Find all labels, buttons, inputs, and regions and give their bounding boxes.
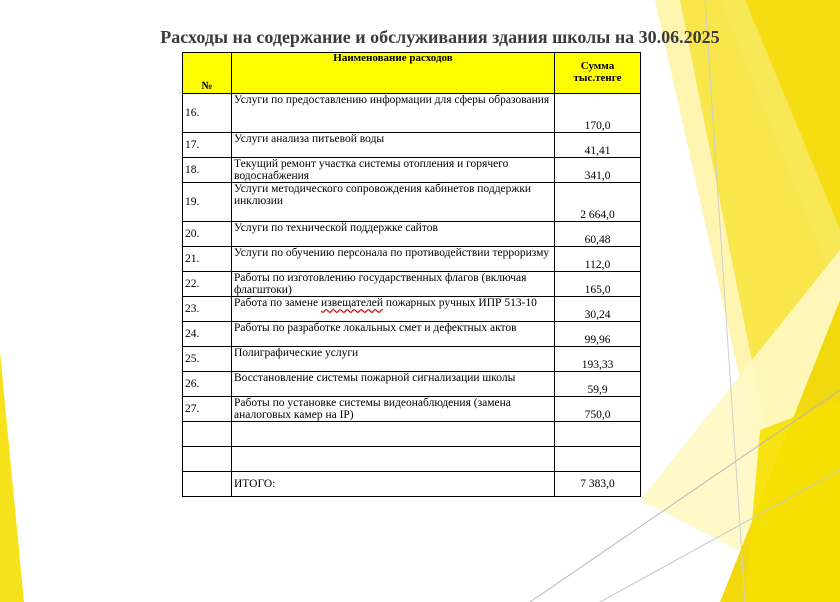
header-sum-line2: тыс.тенге [573,72,622,84]
expenses-table [182,52,641,497]
row-name: Услуги по технической поддержке сайтов [232,222,555,247]
row-sum: 341,0 [555,158,641,183]
table-header-row [183,53,641,94]
table-row [183,397,641,422]
row-name: Услуги анализа питьевой воды [232,133,555,158]
row-num: 20. [183,222,232,247]
row-sum: 30,24 [555,297,641,322]
row-num: 17. [183,133,232,158]
row-name: Полиграфические услуги [232,347,555,372]
table-row [183,297,641,322]
row-sum: 60,48 [555,222,641,247]
total-label: ИТОГО: [232,472,555,497]
row-sum: 2 664,0 [555,183,641,222]
row-num: 19. [183,183,232,222]
row-name: Услуги по обучению персонала по противодействии терроризму [232,247,555,272]
table-row [183,372,641,397]
table-row [183,222,641,247]
table-row [183,158,641,183]
total-row [183,472,641,497]
empty-cell [183,472,232,497]
row-num: 22. [183,272,232,297]
row-name: Услуги по предоставлению информации для сферы образования [232,94,555,133]
header-name: Наименование расходов [232,53,555,94]
header-sum-line1: Сумма [580,60,615,73]
table-row [183,94,641,133]
header-num: № [183,53,232,94]
row-num: 16. [183,94,232,133]
header-sum [555,53,641,94]
row-name: Текущий ремонт участка системы отопления и горячего водоснабжения [232,158,555,183]
total-sum: 7 383,0 [555,472,641,497]
row-name-part: пожарных ручных ИПР 513-10 [383,297,537,310]
row-name: Работы по разработке локальных смет и дефектных актов [232,322,555,347]
empty-cell [555,422,641,447]
row-num: 27. [183,397,232,422]
row-name: Услуги методического сопровождения кабинетов поддержки инклюзии [232,183,555,222]
row-num: 23. [183,297,232,322]
table-row [183,133,641,158]
empty-cell [232,422,555,447]
row-sum: 41,41 [555,133,641,158]
table-row [183,322,641,347]
empty-cell [555,447,641,472]
table-row [183,247,641,272]
row-sum: 59,9 [555,372,641,397]
row-num: 18. [183,158,232,183]
empty-cell [232,447,555,472]
row-name: Восстановление системы пожарной сигнализации школы [232,372,555,397]
left-yellow-stripe [0,352,24,602]
row-num: 25. [183,347,232,372]
table-row [183,347,641,372]
row-name: Работы по изготовлению государственных флагов (включая флагштоки) [232,272,555,297]
empty-cell [183,447,232,472]
row-sum: 99,96 [555,322,641,347]
row-sum: 170,0 [555,94,641,133]
row-name-part: Работа по замене [234,297,322,310]
page-title: Расходы на содержание и обслуживания здания школы на 30.06.2025 [160,27,720,47]
spellcheck-marked-word: извещателей [321,297,383,310]
empty-cell [183,422,232,447]
table-row [183,272,641,297]
row-num: 24. [183,322,232,347]
row-name: Работы по установке системы видеонаблюдения (замена аналоговых камер на IP) [232,397,555,422]
empty-row [183,447,641,472]
empty-row [183,422,641,447]
row-sum: 750,0 [555,397,641,422]
row-name [232,297,555,322]
row-num: 26. [183,372,232,397]
row-sum: 193,33 [555,347,641,372]
row-num: 21. [183,247,232,272]
row-sum: 165,0 [555,272,641,297]
table-row [183,183,641,222]
row-sum: 112,0 [555,247,641,272]
